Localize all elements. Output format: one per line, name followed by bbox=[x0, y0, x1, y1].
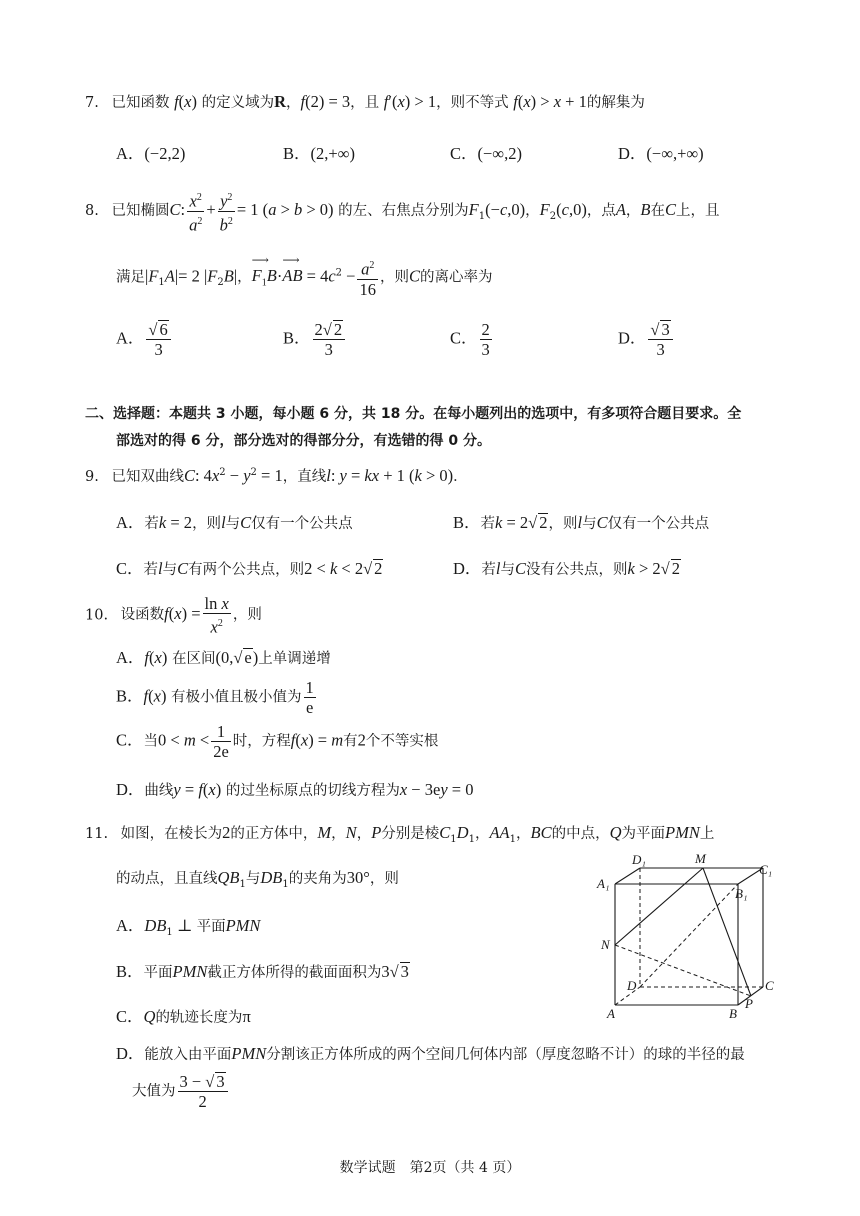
q11-stem-line2: 的动点，且直线$QB_1$与$DB_1$的夹角为30°，则 bbox=[116, 868, 399, 890]
q8-option-c: C． $\frac{2}{3}$ bbox=[450, 320, 490, 359]
q9-option-a: A．若k = 2，则l与C仅有一个公共点 bbox=[116, 513, 353, 532]
label-C: C bbox=[765, 978, 774, 993]
label-A1: A₁ bbox=[597, 876, 610, 891]
q11-option-d-line1: D．能放入由平面PMN分割该正方体所成的两个空间几何体内部（厚度忽略不计）的球的半径的最 bbox=[116, 1044, 745, 1063]
q10-stem: 10. 设函数f(x) = $\frac{\text{ln x}}{x^2}$ ，则 bbox=[85, 594, 262, 637]
label-B: B bbox=[729, 1006, 737, 1020]
section2-heading-line1: 二、选择题：本题共 3 小题，每小题 6 分，共 18 分。在每小题列出的选项中，有多项符合题目要求。全 bbox=[85, 406, 742, 422]
q11-option-a: A．$DB_1$ ⊥ 平面PMN bbox=[116, 916, 261, 938]
q7-option-a: A．(−2,2) bbox=[116, 144, 186, 163]
q10-number: 10. bbox=[85, 607, 109, 624]
q11-option-d-line2: 大值为 $\frac{3 - √ 3}{2}$ bbox=[132, 1072, 230, 1111]
label-C1: C₁ bbox=[759, 862, 773, 877]
q9-stem: 9. 已知双曲线C: $4x^2 - y^2 = 1$，直线l: y = kx + 1 (k > 0)． bbox=[85, 466, 468, 485]
q11-number: 11. bbox=[85, 826, 109, 842]
q7-option-b: B．(2,+∞) bbox=[283, 144, 355, 163]
q10-option-d: D．曲线y = f(x) 的过坐标原点的切线方程为x − 3ey = 0 bbox=[116, 780, 474, 799]
cube-figure bbox=[595, 850, 785, 1020]
label-M: M bbox=[695, 851, 706, 866]
q8-option-b: B． $\frac{2√ 2}{3}$ bbox=[283, 320, 347, 359]
label-D: D bbox=[627, 978, 637, 993]
q11-option-b: B．平面PMN截正方体所得的截面面积为3√ 3 bbox=[116, 962, 409, 981]
q9-option-d: D．若l与C没有公共点，则k > 2√ 2 bbox=[453, 559, 680, 578]
section2-heading-line2: 部选对的得 6 分，部分选对的得部分分，有选错的得 0 分。 bbox=[116, 433, 491, 449]
q11-stem-line1: 11. 如图，在棱长为2的正方体中，M，N，P分别是棱$C_1D_1$，$AA_1$，BC的中点，Q为平面PMN上 bbox=[85, 823, 715, 845]
q10-option-a: A．f(x) 在区间(0,√ e)上单调递增 bbox=[116, 648, 331, 667]
q7-option-d: D．(−∞,+∞) bbox=[618, 144, 704, 163]
q9-number: 9. bbox=[85, 469, 99, 485]
label-D1: D₁ bbox=[632, 852, 646, 867]
label-B1: B₁ bbox=[735, 886, 748, 901]
q11-option-c: C．Q的轨迹长度为π bbox=[116, 1007, 251, 1026]
q8-stem-line1: 8. 已知椭圆C: $\frac{x^2}{a^2}$ + $\frac{y^2}{b^2}$ = 1 (a > b > 0) 的左、右焦点分别为$F_1(-c,0)$，$F_2(c,0)$，点A，B在C上，且 bbox=[85, 188, 720, 234]
page-footer: 数学试题 第2页（共 4 页） bbox=[339, 1160, 521, 1176]
q7-stem: 7. 已知函数 f(x) 的定义域为R，f(2) = 3，且 f′(x) > 1，则不等式 f(x) > x + 1的解集为 bbox=[85, 92, 645, 111]
q10-option-b: B．f(x) 有极小值且极小值为 $\frac{1}{e}$ bbox=[116, 678, 314, 717]
q8-number: 8. bbox=[85, 203, 99, 219]
label-P: P bbox=[745, 996, 753, 1011]
label-A: A bbox=[607, 1006, 615, 1020]
q8-option-a: A． $\frac{√ 6}{3}$ bbox=[116, 320, 173, 359]
q8-option-d: D． $\frac{√ 3}{3}$ bbox=[618, 320, 675, 359]
q8-stem-line2: 满足$|F_1A|= 2$ $|F_2B|$，⟶ $F_1B\cdot⟶$ AB = $4c^2$ − $\frac{a^2}{16}$ ，则C的离心率为 bbox=[116, 256, 493, 299]
q9-option-b: B．若k = 2√ 2，则l与C仅有一个公共点 bbox=[453, 513, 710, 532]
label-N: N bbox=[601, 937, 610, 952]
q7-option-c: C．(−∞,2) bbox=[450, 144, 522, 163]
q10-option-c: C．当0 < m < $\frac{1}{2e}$ 时，方程f(x) = m有2个不等实根 bbox=[116, 722, 439, 761]
q7-number: 7. bbox=[85, 95, 99, 111]
q9-option-c: C．若l与C有两个公共点，则2 < k < 2√ 2 bbox=[116, 559, 383, 578]
